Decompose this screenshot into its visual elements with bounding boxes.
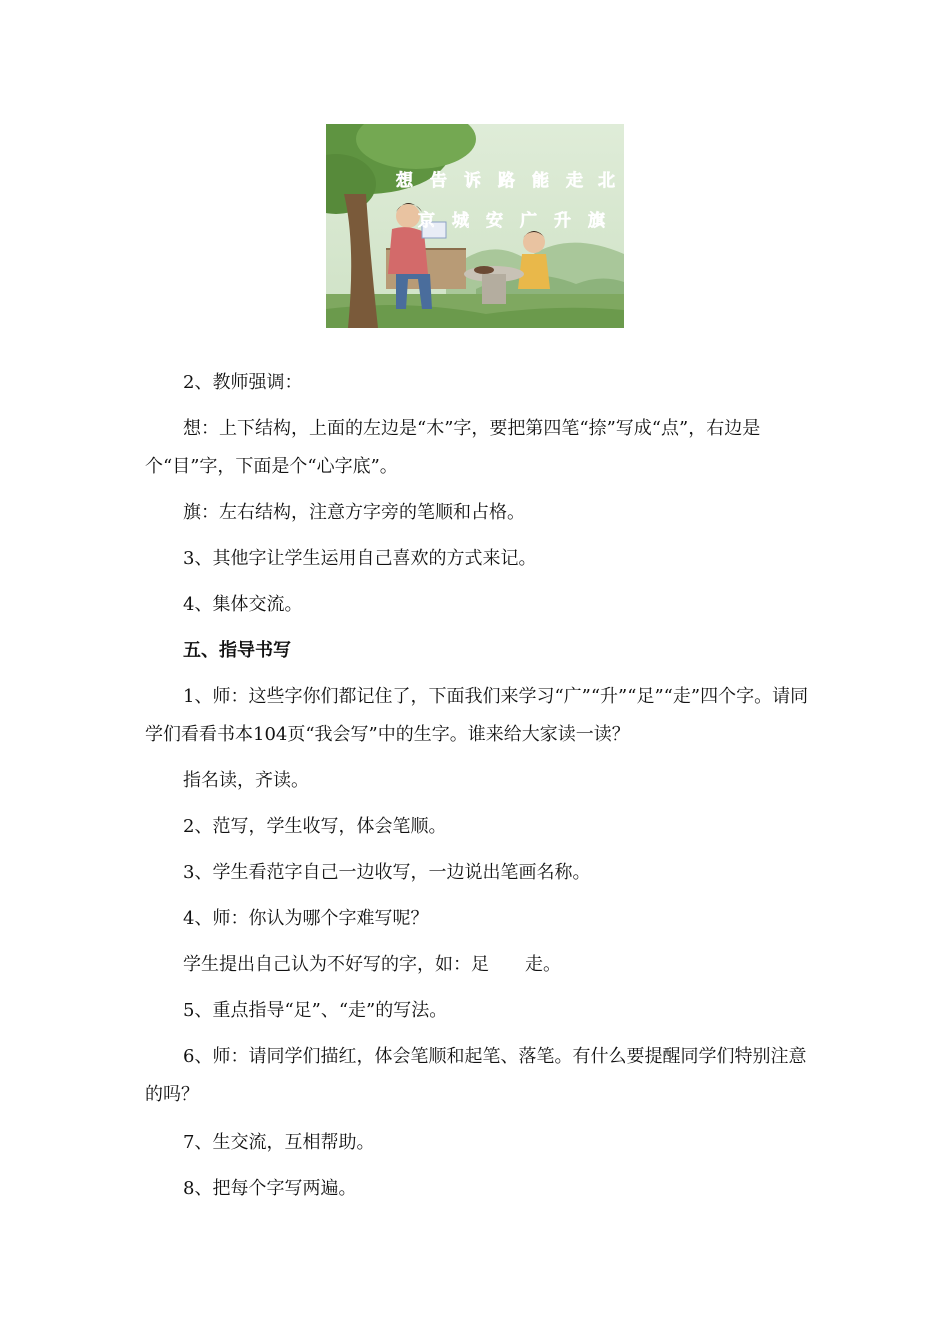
- illustration-char: 诉: [464, 171, 481, 191]
- illustration-char: 走: [566, 171, 583, 191]
- paragraph: 4、集体交流。: [183, 594, 303, 615]
- textbook-illustration: [326, 124, 624, 328]
- paragraph: 6、师：请同学们描红，体会笔顺和起笔、落笔。有什么要提醒同学们特别注意的吗？: [145, 1046, 807, 1105]
- paragraph: 3、其他字让学生运用自己喜欢的方式来记。: [183, 548, 537, 569]
- paragraph: 1、师：这些字你们都记住了，下面我们来学习“广”“升”“足”“走”四个字。请同学们看看书本104页“我会写”中的生字。谁来给大家读一读？: [145, 686, 809, 745]
- illustration-char: 告: [430, 171, 447, 191]
- paragraph: 想：上下结构，上面的左边是“木”字，要把第四笔“捺”写成“点”，右边是个“目”字，下面是个“心字底”。: [145, 418, 761, 477]
- paragraph: 指名读，齐读。: [183, 770, 309, 791]
- paragraph: 2、教师强调：: [183, 372, 303, 393]
- illustration-char: 路: [498, 171, 515, 191]
- paragraph: 旗：左右结构，注意方字旁的笔顺和占格。: [183, 502, 525, 523]
- paragraph: 3、学生看范字自己一边收写，一边说出笔画名称。: [183, 862, 591, 883]
- illustration-char: 京: [418, 211, 435, 231]
- paragraph: 4、师：你认为哪个字难写呢？: [183, 908, 429, 929]
- section-heading: 五、指导书写: [183, 640, 291, 661]
- paragraph: 学生提出自己认为不好写的字，如：足 走。: [183, 954, 561, 975]
- paragraph: 7、生交流，互相帮助。: [183, 1132, 375, 1153]
- paragraph: 5、重点指导“足”、“走”的写法。: [183, 1000, 448, 1021]
- illustration-char: 旗: [588, 211, 605, 231]
- illustration-char: 安: [486, 211, 503, 231]
- paragraph: 2、范写，学生收写，体会笔顺。: [183, 816, 447, 837]
- paragraph: 8、把每个字写两遍。: [183, 1178, 357, 1199]
- illustration-char: 城: [452, 211, 469, 231]
- illustration-char: 北: [598, 171, 615, 191]
- illustration-char: 升: [554, 211, 571, 231]
- illustration-char: 能: [532, 171, 549, 191]
- illustration-char: 想: [396, 171, 413, 191]
- illustration-char: 广: [520, 211, 537, 231]
